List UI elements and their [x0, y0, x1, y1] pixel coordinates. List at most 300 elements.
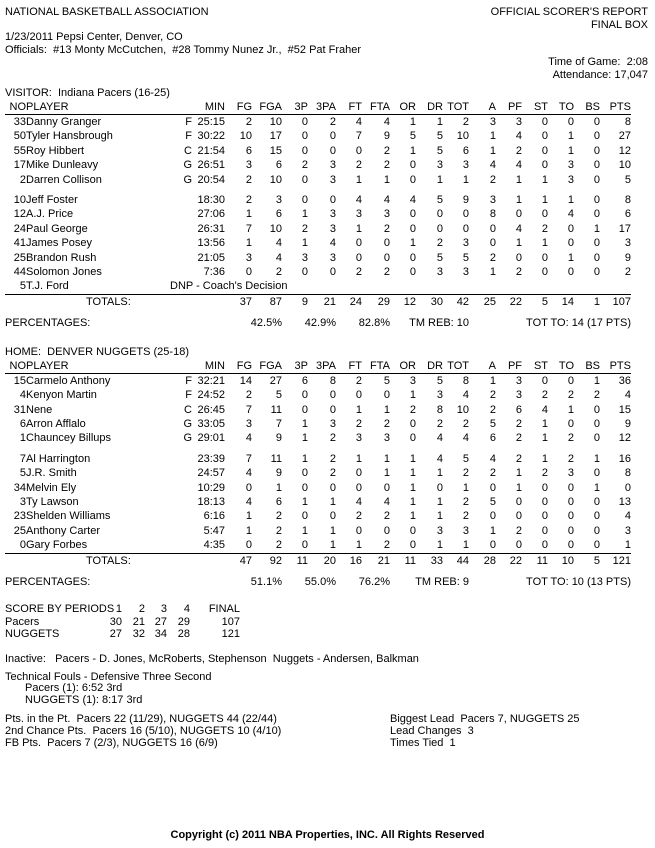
- column-header: ST: [522, 100, 548, 115]
- stat-cell: G: [183, 173, 192, 186]
- stat-cell: 4: [462, 389, 469, 402]
- stat-cell: 10: [548, 553, 574, 568]
- stat-cell: 1: [541, 432, 548, 445]
- stat-cell: 3: [329, 251, 336, 264]
- player-row: [5, 193, 631, 207]
- stat-cell: 4: [624, 389, 631, 402]
- stat-cell: 1: [329, 539, 336, 552]
- stat-cell: 2: [19, 173, 26, 186]
- stat-cell: 3: [245, 417, 252, 430]
- stat-cell: 0: [436, 208, 443, 221]
- stat-cell: 26:51: [197, 159, 225, 172]
- stat-cell: 0: [515, 510, 522, 523]
- stat-cell: Al Harrington: [26, 452, 91, 465]
- stat-cell: 6: [301, 374, 308, 387]
- stat-cell: C: [184, 144, 192, 157]
- stat-cell: 0: [593, 251, 600, 264]
- stat-cell: 0: [355, 524, 362, 537]
- stat-cell: 4: [383, 116, 390, 128]
- stat-cell: 1: [574, 294, 600, 309]
- stat-cell: 9: [383, 130, 390, 143]
- stat-cell: 37: [225, 294, 252, 309]
- stat-cell: 26:31: [197, 222, 225, 235]
- stat-cell: 0: [329, 266, 336, 279]
- stat-cell: 5: [275, 389, 282, 402]
- stat-cell: 27:06: [197, 208, 225, 221]
- stat-cell: 3: [436, 159, 443, 172]
- stat-cell: 3: [329, 222, 336, 235]
- stat-cell: 3: [355, 432, 362, 445]
- report-subtitle: FINAL BOX: [590, 18, 648, 31]
- stat-cell: 2: [383, 417, 390, 430]
- stat-cell: 34: [154, 627, 167, 640]
- stat-cell: 4: [245, 432, 252, 445]
- stat-cell: 4: [436, 432, 443, 445]
- stat-cell: 1: [567, 403, 574, 416]
- stat-cell: 13:56: [197, 237, 225, 250]
- stat-cell: 2: [462, 495, 469, 508]
- score-by-periods-body: [5, 616, 240, 641]
- player-row: [5, 417, 631, 431]
- column-header: TO: [548, 359, 574, 374]
- stat-cell: 1: [567, 130, 574, 143]
- stat-cell: 2: [329, 452, 336, 465]
- stat-cell: 1: [593, 452, 600, 465]
- periods-row: [5, 628, 240, 640]
- stat-cell: 16: [618, 452, 631, 465]
- stat-cell: 4:35: [203, 539, 225, 552]
- stat-cell: 2: [355, 374, 362, 387]
- stat-cell: 5: [489, 495, 496, 508]
- score-by-periods-header: [5, 603, 240, 615]
- stat-cell: 4: [567, 208, 574, 221]
- stat-cell: G: [183, 417, 192, 430]
- stat-cell: 4: [245, 467, 252, 480]
- stat-cell: 0: [329, 403, 336, 416]
- stat-cell: 21: [362, 553, 390, 568]
- stat-cell: 0: [409, 432, 416, 445]
- stat-cell: [192, 294, 225, 309]
- stat-cell: 6: [515, 403, 522, 416]
- stat-cell: 11: [390, 553, 416, 568]
- stat-cell: 0: [567, 510, 574, 523]
- stat-cell: Pacers: [5, 615, 40, 628]
- stat-cell: 1: [462, 173, 469, 186]
- stat-cell: 121: [600, 553, 631, 568]
- stat-cell: 0: [355, 237, 362, 250]
- stat-cell: 2: [567, 432, 574, 445]
- player-row: [5, 222, 631, 236]
- column-header: OR: [390, 359, 416, 374]
- stat-cell: 107: [600, 294, 631, 309]
- stat-cell: 0: [515, 208, 522, 221]
- stat-cell: 0: [593, 208, 600, 221]
- stat-cell: 3: [245, 251, 252, 264]
- column-header: DR: [416, 100, 443, 115]
- stat-cell: 6: [624, 208, 631, 221]
- stat-cell: 5: [522, 294, 548, 309]
- stat-cell: 30: [416, 294, 443, 309]
- stat-cell: 0: [409, 266, 416, 279]
- stat-cell: 0: [383, 389, 390, 402]
- stat-cell: 1: [409, 389, 416, 402]
- stat-cell: G: [183, 432, 192, 445]
- stat-cell: 1: [355, 539, 362, 552]
- column-header: PF: [496, 100, 522, 115]
- stat-cell: 0: [541, 251, 548, 264]
- stat-cell: 0: [355, 467, 362, 480]
- stat-cell: 1: [409, 495, 416, 508]
- stat-cell: 9: [275, 467, 282, 480]
- stat-cell: 1: [275, 481, 282, 494]
- stat-cell: 29: [362, 294, 390, 309]
- player-row: [5, 524, 631, 538]
- stat-cell: 1: [567, 144, 574, 157]
- stat-cell: 3: [462, 524, 469, 537]
- stat-cell: 0: [593, 539, 600, 552]
- player-row: [5, 495, 631, 509]
- stat-cell: 10: [13, 194, 26, 207]
- stat-cell: 0: [489, 539, 496, 552]
- stat-cell: 1: [245, 524, 252, 537]
- stat-cell: 1: [409, 481, 416, 494]
- stat-cell: 0: [301, 403, 308, 416]
- stat-cell: 3: [383, 208, 390, 221]
- stat-cell: 1: [301, 495, 308, 508]
- report-header: [5, 6, 648, 19]
- stat-cell: 18:30: [197, 194, 225, 207]
- score-by-periods-table: [5, 603, 240, 640]
- stat-cell: 0: [329, 194, 336, 207]
- stat-cell: 3: [624, 524, 631, 537]
- stat-cell: 36: [618, 374, 631, 387]
- player-row: [5, 251, 631, 265]
- totals-row: [5, 294, 631, 309]
- dnp-row: [5, 279, 631, 294]
- column-header: FGA: [252, 359, 282, 374]
- fg-percentage: 42.5%: [250, 317, 282, 330]
- stat-cell: 9: [624, 417, 631, 430]
- stat-cell: 4: [515, 130, 522, 143]
- stat-cell: 25: [13, 251, 26, 264]
- stat-cell: 1: [436, 116, 443, 128]
- stat-cell: [170, 553, 192, 568]
- league-title: NATIONAL BASKETBALL ASSOCIATION: [5, 6, 209, 18]
- stat-cell: Brandon Rush: [26, 251, 97, 264]
- stat-cell: 3: [462, 266, 469, 279]
- column-header: BS: [574, 359, 600, 374]
- column-header: NO: [5, 100, 26, 115]
- stat-cell: 2: [515, 432, 522, 445]
- stat-cell: 21:54: [197, 144, 225, 157]
- stat-cell: 0: [489, 510, 496, 523]
- visitor-table-header: [5, 100, 631, 115]
- stat-cell: 1: [624, 539, 631, 552]
- header-row: [5, 100, 631, 115]
- column-header: 3PA: [308, 100, 336, 115]
- stat-cell: 21: [308, 294, 336, 309]
- stat-cell: 4: [409, 194, 416, 207]
- stat-cell: [170, 481, 192, 495]
- player-row: [5, 173, 631, 187]
- player-row: [5, 538, 631, 553]
- stat-cell: 0: [567, 237, 574, 250]
- stat-cell: 0: [355, 144, 362, 157]
- stat-cell: 22: [496, 294, 522, 309]
- stat-cell: 50: [13, 130, 26, 143]
- column-header: [170, 100, 192, 115]
- stat-cell: 0: [515, 251, 522, 264]
- stat-cell: 2: [245, 389, 252, 402]
- stat-cell: 1: [301, 208, 308, 221]
- stat-cell: 1: [301, 432, 308, 445]
- stat-cell: 6: [275, 159, 282, 172]
- stat-cell: 2: [567, 452, 574, 465]
- stat-cell: 14: [548, 294, 574, 309]
- stat-cell: 1: [541, 237, 548, 250]
- stat-cell: 31: [13, 403, 26, 416]
- stat-cell: 7: [245, 452, 252, 465]
- stat-cell: 4: [462, 432, 469, 445]
- stat-cell: 44: [443, 553, 469, 568]
- stat-cell: 1: [541, 173, 548, 186]
- stat-cell: 27: [269, 374, 282, 387]
- stat-cell: 0: [383, 524, 390, 537]
- stat-cell: Roy Hibbert: [26, 144, 85, 157]
- stat-cell: 10: [239, 130, 252, 143]
- stat-cell: 2: [383, 266, 390, 279]
- stat-cell: 10: [456, 403, 469, 416]
- stat-cell: 25:15: [197, 116, 225, 128]
- stat-cell: 9: [624, 251, 631, 264]
- stat-cell: 17: [269, 130, 282, 143]
- stat-cell: 28: [469, 553, 496, 568]
- stat-cell: 2: [329, 116, 336, 128]
- stat-cell: 42: [443, 294, 469, 309]
- stat-cell: 13: [618, 495, 631, 508]
- stat-cell: 92: [252, 553, 282, 568]
- stat-cell: [170, 294, 192, 309]
- stat-cell: 47: [225, 553, 252, 568]
- spacer-row: [5, 309, 631, 316]
- column-header: NO: [5, 359, 26, 374]
- stat-cell: Chauncey Billups: [26, 432, 111, 445]
- stat-cell: 3: [383, 432, 390, 445]
- stat-cell: 0: [383, 251, 390, 264]
- stat-cell: 0: [541, 374, 548, 387]
- stat-cell: 10: [269, 222, 282, 235]
- column-header: FINAL: [208, 603, 240, 616]
- stat-cell: Jeff Foster: [26, 194, 78, 207]
- stat-cell: 0: [301, 144, 308, 157]
- stat-cell: F: [185, 389, 192, 402]
- stat-cell: 1: [329, 524, 336, 537]
- stat-cell: 0: [541, 481, 548, 494]
- stat-cell: 0: [593, 173, 600, 186]
- stat-cell: 3: [245, 159, 252, 172]
- stat-cell: 0: [541, 539, 548, 552]
- stat-cell: 2: [515, 144, 522, 157]
- stat-cell: [170, 193, 192, 207]
- inactive-note: Inactive: Pacers - D. Jones, McRoberts, Stephenson Nuggets - Andersen, Balkman: [5, 653, 419, 666]
- stat-cell: Carmelo Anthony: [26, 374, 111, 387]
- stat-cell: 1: [593, 222, 600, 235]
- stat-cell: 0: [245, 539, 252, 552]
- stat-cell: [170, 207, 192, 221]
- stat-cell: 5: [409, 130, 416, 143]
- stat-cell: 2: [409, 403, 416, 416]
- player-row: [5, 144, 631, 158]
- stat-cell: 0: [301, 116, 308, 128]
- stat-cell: 1: [593, 481, 600, 494]
- team-rebounds: TM REB: 10: [409, 317, 469, 330]
- date-venue: 1/23/2011 Pepsi Center, Denver, CO: [5, 31, 183, 43]
- stat-cell: 1: [409, 467, 416, 480]
- times-tied: Times Tied 1: [390, 737, 456, 750]
- stat-cell: 3: [567, 159, 574, 172]
- stat-cell: 0: [329, 144, 336, 157]
- fast-break-points: FB Pts. Pacers 7 (2/3), NUGGETS 16 (6/9): [5, 737, 218, 750]
- visitor-table-body: [5, 115, 631, 331]
- stat-cell: 0: [409, 251, 416, 264]
- stat-cell: 4: [436, 452, 443, 465]
- column-header: MIN: [192, 100, 225, 115]
- stat-cell: 0: [329, 510, 336, 523]
- stat-cell: 3: [19, 495, 26, 508]
- stat-cell: 10: [618, 159, 631, 172]
- stat-cell: 0: [541, 130, 548, 143]
- home-table-header: [5, 359, 631, 374]
- stat-cell: 10: [269, 116, 282, 128]
- stat-cell: 0: [329, 389, 336, 402]
- lead-changes: Lead Changes 3: [390, 725, 474, 738]
- player-row: [5, 373, 631, 388]
- player-row: [5, 403, 631, 417]
- stat-cell: 2: [329, 467, 336, 480]
- stat-cell: 1: [355, 403, 362, 416]
- stat-cell: 1: [541, 417, 548, 430]
- stat-cell: [170, 452, 192, 466]
- stat-cell: 2: [515, 266, 522, 279]
- stat-cell: 2: [462, 417, 469, 430]
- stat-cell: [192, 553, 225, 568]
- stat-cell: 0: [301, 539, 308, 552]
- stat-cell: 0: [567, 266, 574, 279]
- stat-cell: 1: [541, 452, 548, 465]
- stat-cell: Shelden Williams: [26, 510, 111, 523]
- periods-row: [5, 616, 240, 628]
- stat-cell: 87: [252, 294, 282, 309]
- stat-cell: 0: [541, 116, 548, 128]
- stat-cell: 0: [567, 116, 574, 128]
- stat-cell: Arron Afflalo: [26, 417, 86, 430]
- stat-cell: 2: [436, 417, 443, 430]
- column-header: [170, 359, 192, 374]
- stat-cell: 8: [624, 116, 631, 128]
- visitor-team-label: VISITOR: Indiana Pacers (16-25): [5, 87, 170, 99]
- visitor-box-score-table: [5, 100, 631, 331]
- stat-cell: 4: [355, 116, 362, 128]
- stat-cell: 26:45: [197, 403, 225, 416]
- biggest-lead: Biggest Lead Pacers 7, NUGGETS 25: [390, 713, 580, 726]
- stat-cell: 0: [515, 495, 522, 508]
- stat-cell: 8: [489, 208, 496, 221]
- stat-cell: 121: [221, 627, 240, 640]
- stat-cell: J.R. Smith: [26, 467, 77, 480]
- stat-cell: 11: [522, 553, 548, 568]
- stat-cell: 2: [515, 452, 522, 465]
- stat-cell: 1: [329, 495, 336, 508]
- stat-cell: 3: [515, 389, 522, 402]
- stat-cell: 0: [301, 266, 308, 279]
- column-header: 1: [115, 603, 122, 616]
- technical-fouls-nuggets: NUGGETS (1): 8:17 3rd: [25, 693, 143, 706]
- stat-cell: 2: [275, 539, 282, 552]
- column-header: 3P: [282, 100, 308, 115]
- stat-cell: 17: [13, 159, 26, 172]
- column-header: A: [469, 359, 496, 374]
- team-rebounds: TM REB: 9: [415, 575, 469, 588]
- player-row: [5, 481, 631, 495]
- stat-cell: 33:05: [197, 417, 225, 430]
- stat-cell: 55: [13, 144, 26, 157]
- column-header: FT: [336, 100, 362, 115]
- stat-cell: 5: [436, 130, 443, 143]
- stat-cell: Gary Forbes: [26, 539, 88, 552]
- stat-cell: 22: [496, 553, 522, 568]
- stat-cell: 0: [541, 510, 548, 523]
- stat-cell: 15: [618, 403, 631, 416]
- stat-cell: 8: [436, 403, 443, 416]
- column-header: FTA: [362, 359, 390, 374]
- stat-cell: 4: [541, 403, 548, 416]
- stat-cell: 0: [436, 222, 443, 235]
- stat-cell: 6: [19, 417, 26, 430]
- stat-cell: [170, 524, 192, 538]
- percentages-label: PERCENTAGES:: [5, 317, 91, 330]
- report-title: OFFICIAL SCORER'S REPORT: [490, 6, 648, 18]
- stat-cell: 3: [275, 194, 282, 207]
- stat-cell: Danny Granger: [26, 116, 102, 128]
- stat-cell: 0: [541, 266, 548, 279]
- stat-cell: 5: [19, 467, 26, 480]
- stat-cell: 23: [13, 510, 26, 523]
- stat-cell: [170, 466, 192, 480]
- stat-cell: 32:21: [197, 374, 225, 387]
- stat-cell: 1: [301, 417, 308, 430]
- stat-cell: 0: [489, 481, 496, 494]
- stat-cell: 0: [593, 237, 600, 250]
- stat-cell: 0: [489, 222, 496, 235]
- stat-cell: 0: [383, 481, 390, 494]
- fg-percentage: 51.1%: [250, 575, 282, 588]
- stat-cell: 1: [489, 130, 496, 143]
- stat-cell: 1: [383, 452, 390, 465]
- stat-cell: 0: [541, 208, 548, 221]
- stat-cell: 2: [383, 159, 390, 172]
- stat-cell: 2: [541, 467, 548, 480]
- stat-cell: 2: [383, 222, 390, 235]
- stat-cell: 5: [19, 280, 26, 293]
- stat-cell: 2: [567, 389, 574, 402]
- stat-cell: 0: [541, 524, 548, 537]
- stat-cell: 4: [275, 237, 282, 250]
- stat-cell: 0: [436, 481, 443, 494]
- stat-cell: 11: [282, 553, 308, 568]
- column-header: PLAYER: [26, 359, 170, 374]
- stat-cell: 30:22: [197, 130, 225, 143]
- stat-cell: 12: [618, 144, 631, 157]
